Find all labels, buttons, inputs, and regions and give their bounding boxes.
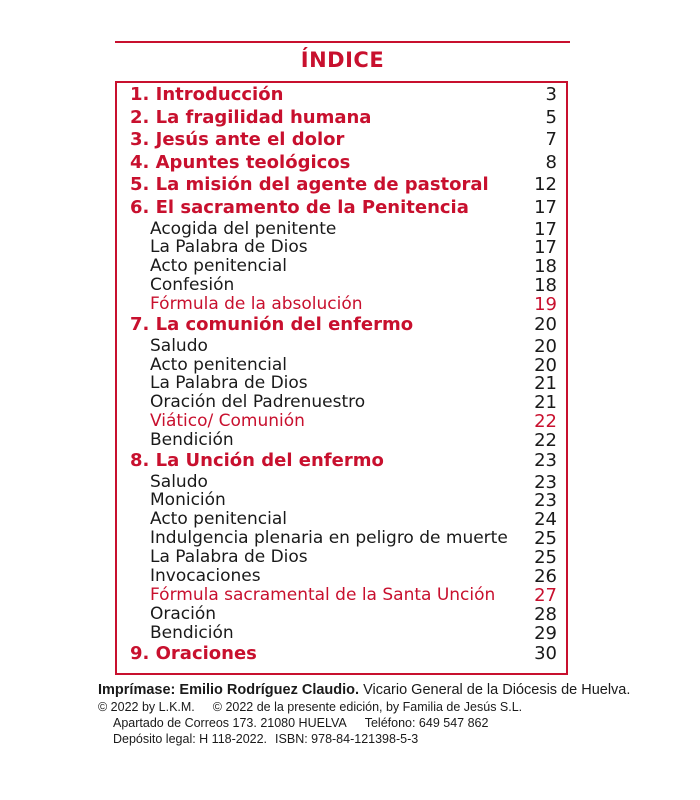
chapter-entry [130,643,557,666]
page-number: 5 [545,106,557,128]
isbn: ISBN: 978-84-121398-5-3 [275,732,419,746]
page-number: 28 [534,603,557,625]
imprimase-role: Vicario General de la Diócesis de Huelva. [359,682,631,698]
section-entry [130,238,557,257]
entry-title: Oración del Padrenuestro [150,392,366,413]
chapter-entry [130,84,557,107]
entry-title: Invocaciones [150,566,261,586]
top-rule [115,41,570,43]
section-entry [130,220,557,239]
entry-title: Bendición [150,430,234,451]
entry-title: Acto penitencial [150,256,288,277]
section-entry [130,257,557,276]
section-entry [130,586,557,605]
index-list [130,84,557,665]
page-number: 21 [534,392,557,414]
page-number: 26 [534,566,557,587]
section-entry [130,548,557,567]
copyright-edition: © 2022 de la presente edición, by Familia de Jesús S.L. [212,700,523,714]
entry-title: 4. Apuntes teológicos [130,151,351,173]
entry-title: 2. La fragilidad humana [130,106,372,128]
section-entry [130,356,557,375]
page-number: 7 [545,129,557,151]
page-number: 17 [534,218,557,240]
entry-title: Fórmula de la absolución [150,294,363,315]
entry-title: 6. El sacramento de la Penitencia [130,196,469,218]
colophon [98,681,631,747]
entry-title: Indulgencia plenaria en peligro de muerte [150,528,508,549]
legal-line [98,731,618,747]
page-title: ÍNDICE [300,48,385,72]
entry-title: Acto penitencial [150,509,288,530]
section-entry [130,624,557,643]
page-number: 18 [534,256,557,278]
page-number: 24 [534,509,557,531]
page-number: 8 [545,151,557,173]
page-number: 29 [534,622,557,644]
page-number: 22 [534,411,557,433]
section-entry [130,412,557,431]
entry-title: Confesión [150,275,235,296]
page-number: 20 [534,335,557,357]
page-number: 18 [534,275,557,297]
page-number: 20 [534,314,557,336]
entry-title: La Palabra de Dios [150,547,308,568]
page-number: 12 [534,174,557,196]
section-entry [130,295,557,314]
entry-title: Acto penitencial [150,354,288,375]
section-entry [130,510,557,529]
section-entry [130,431,557,450]
section-entry [130,337,557,356]
page-number: 23 [534,471,557,493]
entry-title: 1. Introducción [130,84,284,105]
page-number: 3 [545,84,557,105]
page-number: 25 [534,547,557,569]
page-number: 25 [534,528,557,550]
entry-title: 7. La comunión del enfermo [130,314,414,336]
chapter-entry [130,129,557,152]
entry-title: Fórmula sacramental de la Santa Unción [150,584,496,605]
address-line [98,715,618,731]
entry-title: Oración [150,603,217,624]
copyright-author: © 2022 by L.K.M. [98,700,195,714]
section-entry [130,393,557,412]
entry-title: Bendición [150,622,234,643]
entry-title: 5. La misión del agente de pastoral [130,174,489,196]
postal-address: Apartado de Correos 173. 21080 HUELVA [113,716,347,730]
page-number: 30 [534,642,557,664]
page-number: 23 [534,490,557,512]
entry-title: Acogida del penitente [150,218,337,239]
section-entry [130,374,557,393]
entry-title: 3. Jesús ante el dolor [130,129,345,151]
chapter-entry [130,174,557,197]
page-number: 19 [534,294,557,316]
entry-title: Saludo [150,335,208,356]
page-number: 21 [534,373,557,395]
chapter-entry [130,197,557,220]
section-entry [130,567,557,586]
entry-title: 8. La Unción del enfermo [130,449,384,471]
entry-title: La Palabra de Dios [150,237,308,258]
section-entry [130,473,557,492]
entry-title: 9. Oraciones [130,642,257,664]
imprimase-line [98,681,631,699]
entry-title: Monición [150,490,226,511]
legal-deposit: Depósito legal: H 118-2022. [113,732,268,746]
page-number: 20 [534,354,557,376]
entry-title: La Palabra de Dios [150,373,308,394]
section-entry [130,276,557,295]
entry-title: Viático/ Comunión [150,411,305,432]
chapter-entry [130,450,557,473]
entry-title: Saludo [150,471,208,492]
section-entry [130,605,557,624]
section-entry [130,491,557,510]
chapter-entry [130,314,557,337]
page-number: 27 [534,584,557,606]
page-number: 17 [534,237,557,259]
section-entry [130,529,557,548]
page-number: 22 [534,430,557,452]
chapter-entry [130,152,557,175]
page-number: 17 [534,196,557,218]
phone-number: Teléfono: 649 547 862 [364,716,489,730]
chapter-entry [130,107,557,130]
copyright-line [98,699,618,715]
imprimase-name: Imprímase: Emilio Rodríguez Claudio. [98,682,360,698]
page-number: 23 [534,449,557,471]
